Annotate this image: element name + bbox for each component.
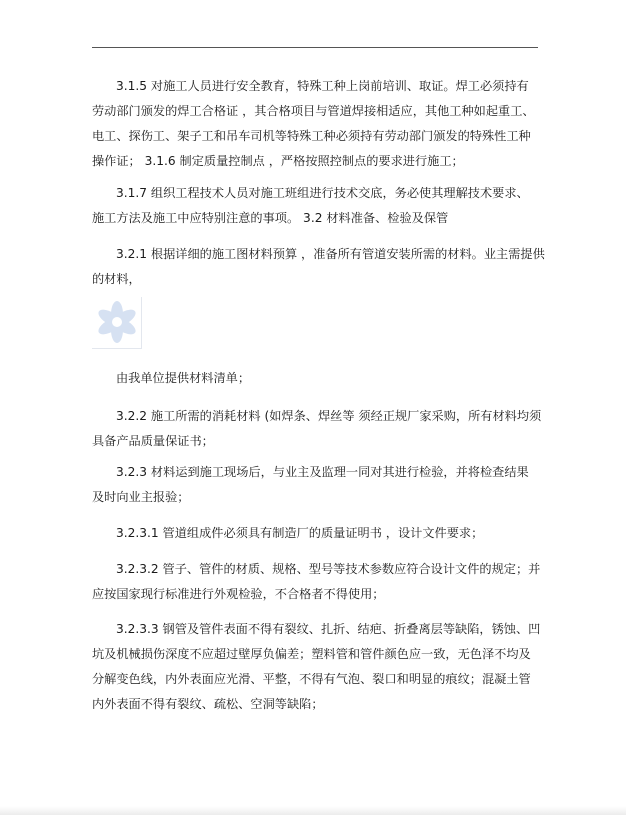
text-line: 操作证； 3.1.6 制定质量控制点 ，严格按照控制点的要求进行施工； xyxy=(92,154,464,168)
text-line: 3.2.3.2 管子、管件的材质、规格、型号等技术参数应符合设计文件的规定；并 xyxy=(116,562,541,576)
text-line: 劳动部门颁发的焊工合格证 ，其合格项目与管道焊接相适应，其他工种如起重工、 xyxy=(92,104,535,118)
paragraph-3-2-1 xyxy=(92,242,545,292)
text-line: 及时向业主报验； xyxy=(92,490,190,504)
paragraph-3-1-5 xyxy=(92,74,538,174)
text-line: 由我单位提供材料清单； xyxy=(116,371,251,385)
paragraph-3-1-7 xyxy=(92,181,538,231)
watermark-edge xyxy=(141,297,142,349)
text-line: 分解变色线，内外表面应光滑、平整，不得有气泡、裂口和明显的痕纹；混凝土管 xyxy=(92,672,531,686)
paragraph-material-list xyxy=(92,366,538,391)
paragraph-3-2-3 xyxy=(92,460,538,510)
text-line: 坑及机械损伤深度不应超过壁厚负偏差；塑料管和管件颜色应一致，无色泽不均及 xyxy=(92,647,531,661)
text-line: 3.2.3 材料运到施工现场后，与业主及监理一同对其进行检验，并将检查结果 xyxy=(116,465,529,479)
text-line: 3.2.2 施工所需的消耗材料 (如焊条、焊丝等 须经正规厂家采购，所有材料均须 xyxy=(116,409,542,423)
text-line: 应按国家现行标准进行外观检验，不合格者不得使用； xyxy=(92,587,385,601)
text-line: 3.2.1 根据详细的施工图材料预算 ，准备所有管道安装所需的材料。业主需提供 xyxy=(116,247,545,261)
text-line: 的材料， xyxy=(92,272,141,286)
paragraph-3-2-3-1 xyxy=(92,521,538,546)
watermark-edge xyxy=(92,348,142,349)
text-line: 3.2.3.3 钢管及管件表面不得有裂纹、扎折、结疤、折叠离层等缺陷，锈蚀、凹 xyxy=(116,622,541,636)
text-line: 3.2.3.1 管道组成件必须具有制造厂的质量证明书 ，设计文件要求； xyxy=(116,526,484,540)
text-line: 施工方法及施工中应特别注意的事项。 3.2 材料准备、检验及保管 xyxy=(92,211,449,225)
header-rule xyxy=(92,47,538,48)
watermark-logo xyxy=(92,297,142,349)
paragraph-3-2-2 xyxy=(92,404,542,454)
text-line: 具备产品质量保证书； xyxy=(92,434,214,448)
text-line: 电工、探伤工、架子工和吊车司机等特殊工种必须持有劳动部门颁发的特殊性工种 xyxy=(92,129,531,143)
text-line: 3.1.7 组织工程技术人员对施工班组进行技术交底，务必使其理解技术要求、 xyxy=(116,186,529,200)
text-line: 内外表面不得有裂纹、疏松、空洞等缺陷； xyxy=(92,697,324,711)
flower-logo-icon xyxy=(95,300,139,344)
text-line: 3.1.5 对施工人员进行安全教育，特殊工种上岗前培训、取证。焊工必须持有 xyxy=(116,79,529,93)
paragraph-3-2-3-3 xyxy=(92,617,541,717)
paragraph-3-2-3-2 xyxy=(92,557,541,607)
page-bottom-edge xyxy=(0,806,626,815)
